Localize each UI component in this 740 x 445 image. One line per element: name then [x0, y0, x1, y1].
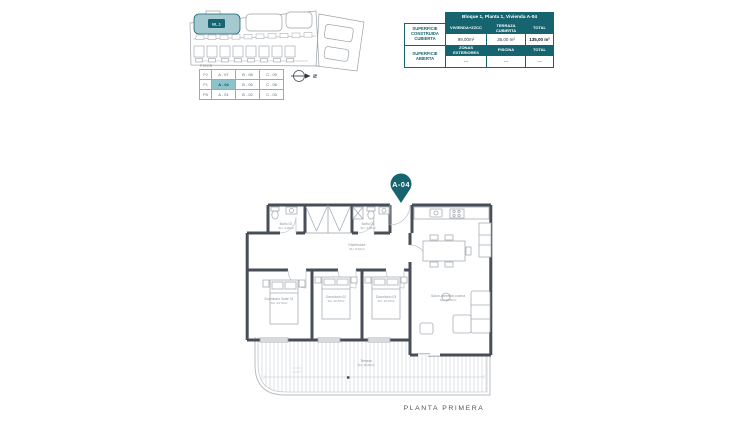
legend-floor: P2 — [200, 70, 212, 80]
unit-legend-table — [199, 69, 284, 100]
room-label: Salón-comedor-cocina — [431, 294, 465, 298]
legend-unit-highlighted: A - 04 — [212, 80, 236, 90]
covered-col2-header: TERRAZA CUBIERTA — [487, 24, 526, 34]
room-label: Dormitorio 02 — [325, 295, 347, 299]
surface-table-title-row — [405, 13, 554, 24]
covered-val1: 99,00m² — [446, 34, 487, 46]
toilet-icon — [367, 207, 375, 219]
blank-cell — [405, 13, 446, 24]
covered-row-label: SUPERFICIE CONSTRUIDA CUBIERTA — [405, 24, 446, 46]
legend-unit: C - 03 — [260, 90, 284, 100]
legend-unit: B - 02 — [236, 90, 260, 100]
room-area: SU: 8,10m² — [349, 247, 365, 251]
site-buildings-right-parcel — [321, 24, 354, 62]
room-label: Dormitorio 03 — [375, 295, 397, 299]
legend-caption: PISOS — [200, 64, 213, 68]
legend-unit: B - 08 — [236, 70, 260, 80]
legend-unit: C - 09 — [260, 70, 284, 80]
room-label: Baño 02 — [279, 222, 293, 226]
plan-caption: PLANTA PRIMERA — [403, 405, 485, 412]
armchair-icon — [420, 323, 433, 334]
legend-row — [200, 90, 284, 100]
compass-label: N — [311, 74, 318, 78]
legend-row — [200, 70, 284, 80]
legend-unit: A - 07 — [212, 70, 236, 80]
highlighted-building — [194, 14, 240, 34]
open-val2: --- — [487, 56, 526, 68]
floor-plan — [240, 165, 500, 415]
legend-unit: C - 06 — [260, 80, 284, 90]
covered-header-row — [405, 24, 554, 34]
room-area: SU: 10,70m² — [327, 299, 345, 303]
covered-col1-header: VIVIENDA+ZZCC — [446, 24, 487, 34]
sink-icon — [286, 207, 297, 214]
unit-pin — [391, 174, 412, 204]
room-label: Terraza — [360, 359, 372, 363]
dining-table-icon — [423, 235, 471, 267]
room-label: Baño 01 — [361, 222, 375, 226]
compass-icon — [291, 71, 317, 82]
sink-icon — [379, 207, 389, 214]
room-area: SU: 13,70m² — [270, 301, 288, 305]
room-area: SU: 4,00m² — [278, 226, 294, 230]
room-label: Dormitorio Suite 01 — [264, 297, 294, 301]
room-area: SU: 4,30m² — [360, 226, 376, 230]
legend-unit: A - 01 — [212, 90, 236, 100]
legend-floor: PB — [200, 90, 212, 100]
open-val3: --- — [526, 56, 554, 68]
shower-icon — [353, 207, 363, 219]
open-header-row — [405, 46, 554, 56]
open-val1: --- — [446, 56, 487, 68]
open-col3-header: TOTAL — [526, 46, 554, 56]
covered-val2: 36,00 m² — [487, 34, 526, 46]
room-area: SU: 30,60m² — [439, 298, 457, 302]
legend-row — [200, 80, 284, 90]
open-col2-header: PISCINA — [487, 46, 526, 56]
legend-unit: B - 05 — [236, 80, 260, 90]
legend-floor: P1 — [200, 80, 212, 90]
room-area: SU: 10,70m² — [377, 299, 395, 303]
toilet-icon — [271, 207, 279, 219]
block-label: BL.1 — [212, 21, 221, 27]
covered-col3-header: TOTAL — [526, 24, 554, 34]
room-label: Distribuidor — [348, 243, 366, 247]
open-row-label: SUPERFICIE ABIERTA — [405, 46, 446, 68]
covered-total: 135,00 m² — [526, 34, 554, 46]
surface-table — [404, 12, 554, 68]
surface-table-title: Bloque 1, Planta 1, Vivienda A-04 — [446, 13, 554, 24]
unit-pin-label: A-04 — [392, 180, 410, 189]
room-area: SU: 36,00m² — [357, 363, 375, 367]
open-col1-header: ZONAS EXTERIORES — [446, 46, 487, 56]
site-buildings-row-bottom — [194, 46, 295, 62]
